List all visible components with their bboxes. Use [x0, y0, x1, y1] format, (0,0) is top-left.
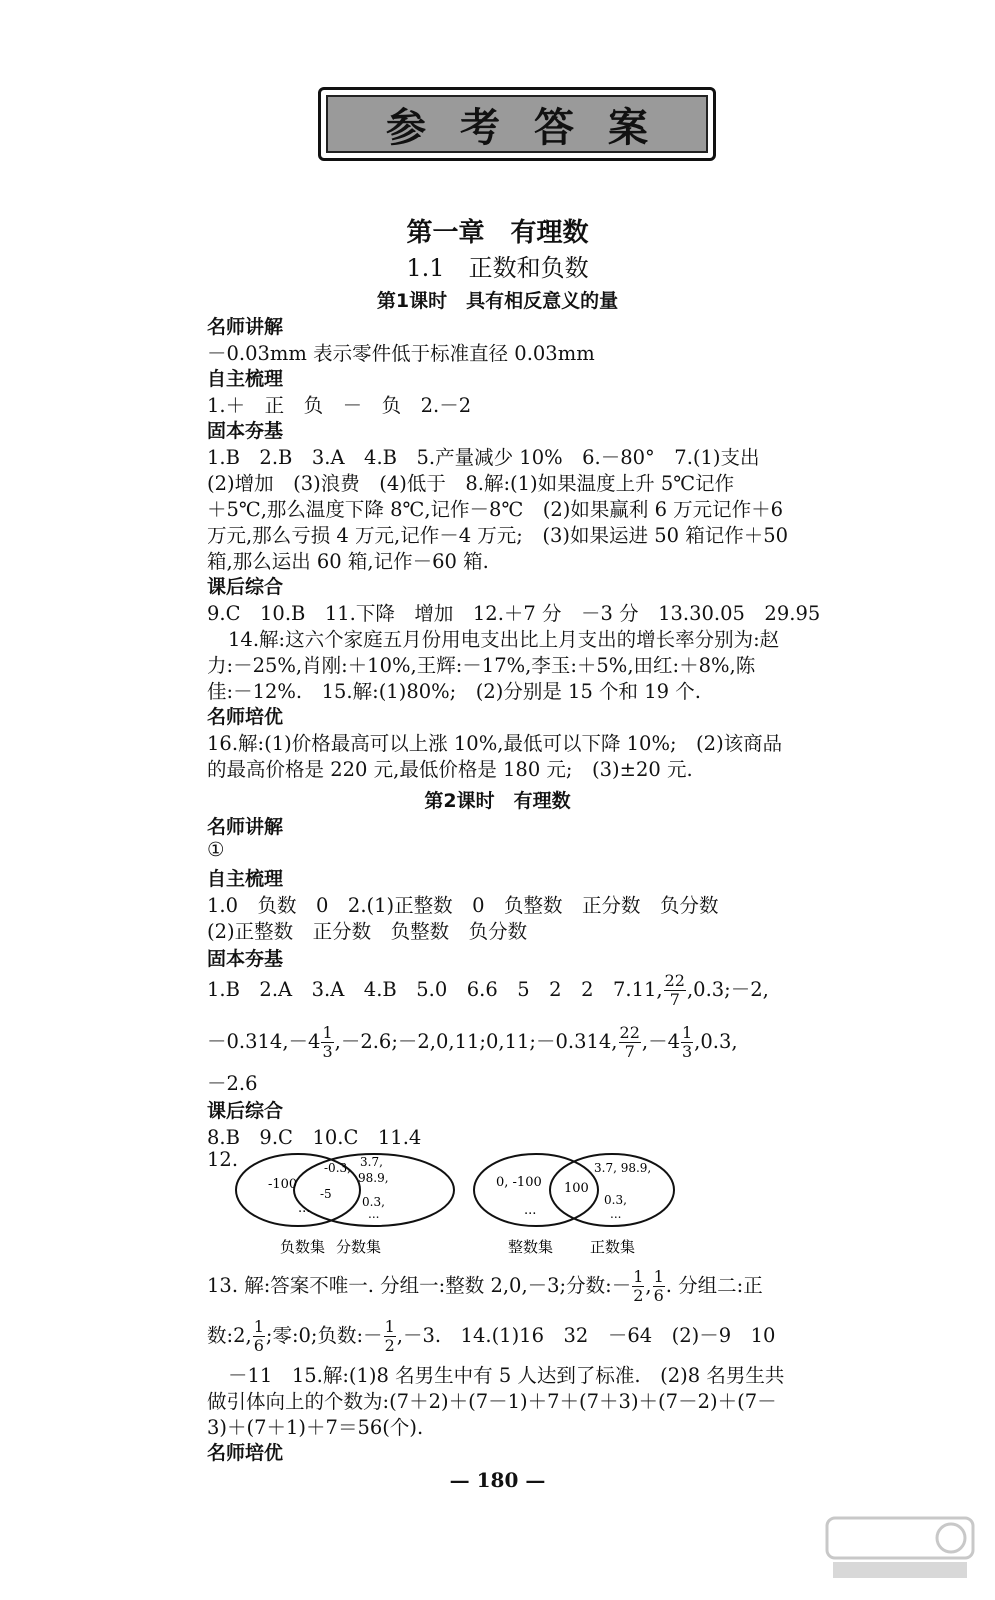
chapter-title: 第一章 有理数	[406, 218, 589, 248]
answer-line: 3)＋(7＋1)＋7＝56(个).	[207, 1416, 424, 1439]
answer-line: ①	[207, 838, 225, 861]
venn-text: 0, -100	[496, 1175, 542, 1190]
venn-text: ...	[524, 1203, 537, 1218]
venn-label: 整数集	[508, 1238, 554, 1256]
venn-text: 0.3,	[362, 1195, 385, 1209]
heading: 课后综合	[207, 576, 284, 598]
section-title: 1.1 正数和负数	[406, 254, 589, 282]
venn-text: 100	[564, 1181, 589, 1196]
venn-text: -5	[320, 1187, 332, 1201]
watermark-logo	[825, 1514, 975, 1582]
venn-label: 正数集	[590, 1238, 636, 1256]
answer-line: 14.解:这六个家庭五月份用电支出比上月支出的增长率分别为:赵	[228, 628, 780, 651]
answer-line: －2.6	[207, 1072, 258, 1095]
venn-text: ...	[368, 1207, 380, 1221]
answer-line: 16.解:(1)价格最高可以上涨 10%,最低可以下降 10%; (2)该商品	[207, 732, 783, 755]
answer-line-fraction: －0.314,－4 $\frac{1}{3}$ ,－2.6;－2,0,11;0,11;－0.314, $\frac{22}{7}$ ,－4 $\frac{1}{3}$ ,0.3,	[207, 1023, 738, 1061]
venn-label: 分数集	[336, 1238, 382, 1256]
answer-line: 1.＋ 正 负 － 负 2.－2	[207, 394, 472, 417]
venn-text: ...	[298, 1201, 311, 1216]
answer-line: (2)正整数 正分数 负整数 负分数	[207, 920, 528, 943]
answer-line: 佳:－12%. 15.解:(1)80%; (2)分别是 15 个和 19 个.	[207, 680, 701, 703]
answer-line: ＋5℃,那么温度下降 8℃,记作－8℃ (2)如果赢利 6 万元记作＋6	[207, 498, 784, 521]
answer-title-box	[318, 87, 716, 161]
heading: 固本夯基	[207, 420, 284, 442]
answer-line: 箱,那么运出 60 箱,记作－60 箱.	[207, 550, 489, 573]
answer-line: 1.B 2.B 3.A 4.B 5.产量减少 10% 6.－80° 7.(1)支出	[207, 446, 760, 469]
heading: 名师培优	[207, 1442, 284, 1464]
answer-line: 9.C 10.B 11.下降 增加 12.＋7 分 －3 分 13.30.05 29.95	[207, 602, 821, 625]
answer-line: 做引体向上的个数为:(7＋2)＋(7－1)＋7＋(7＋3)＋(7－2)＋(7－	[207, 1390, 777, 1413]
answer-line: 1.0 负数 0 2.(1)正整数 0 负整数 正分数 负分数	[207, 894, 719, 917]
answer-line: 力:－25%,肖刚:＋10%,王辉:－17%,李玉:＋5%,田红:＋8%,陈	[207, 654, 756, 677]
venn-text: 3.7, 98.9,	[594, 1161, 652, 1175]
answer-line: 的最高价格是 220 元,最低价格是 180 元; (3)±20 元.	[207, 758, 693, 781]
venn-text: 0.3,	[604, 1193, 627, 1207]
venn-text: -0.3,	[324, 1161, 351, 1175]
venn-diagrams	[228, 1148, 698, 1260]
venn-label: 负数集	[280, 1238, 326, 1256]
heading: 名师讲解	[207, 816, 284, 838]
page-number: — 180 —	[449, 1468, 546, 1492]
heading: 自主梳理	[207, 368, 284, 390]
venn-text: 3.7,	[360, 1155, 383, 1169]
answer-line: 8.B 9.C 10.C 11.4	[207, 1126, 422, 1149]
lesson2-title: 第2课时 有理数	[424, 790, 571, 812]
heading: 名师讲解	[207, 316, 284, 338]
heading: 名师培优	[207, 706, 284, 728]
answer-line: －0.03mm 表示零件低于标准直径 0.03mm	[207, 342, 595, 365]
answer-line-fraction: 13. 解:答案不唯一. 分组一:整数 2,0,－3;分数:－ $\frac{1}{2}$ , $\frac{1}{6}$ . 分组二:正	[207, 1267, 763, 1305]
answer-line-fraction: 1.B 2.A 3.A 4.B 5.0 6.6 5 2 2 7.11, $\frac{22}{7}$ ,0.3;－2,	[207, 971, 769, 1009]
venn-text: 98.9,	[358, 1171, 389, 1185]
heading: 自主梳理	[207, 868, 284, 890]
heading: 固本夯基	[207, 948, 284, 970]
venn-text: -100	[268, 1177, 298, 1192]
answer-line: 万元,那么亏损 4 万元,记作－4 万元; (3)如果运进 50 箱记作＋50	[207, 524, 789, 547]
answer-line: －11 15.解:(1)8 名男生中有 5 人达到了标准. (2)8 名男生共	[228, 1364, 785, 1387]
answer-line: (2)增加 (3)浪费 (4)低于 8.解:(1)如果温度上升 5℃记作	[207, 472, 735, 495]
venn-text: ...	[610, 1207, 622, 1221]
question-12-label: 12.	[207, 1148, 239, 1171]
lesson1-title: 第1课时 具有相反意义的量	[376, 290, 619, 312]
answer-title: 参考答案	[386, 104, 682, 151]
heading: 课后综合	[207, 1100, 284, 1122]
answer-line-fraction: 数:2, $\frac{1}{6}$ ;零:0;负数:－ $\frac{1}{2}$ ,－3. 14.(1)16 32 －64 (2)－9 10	[207, 1317, 776, 1355]
